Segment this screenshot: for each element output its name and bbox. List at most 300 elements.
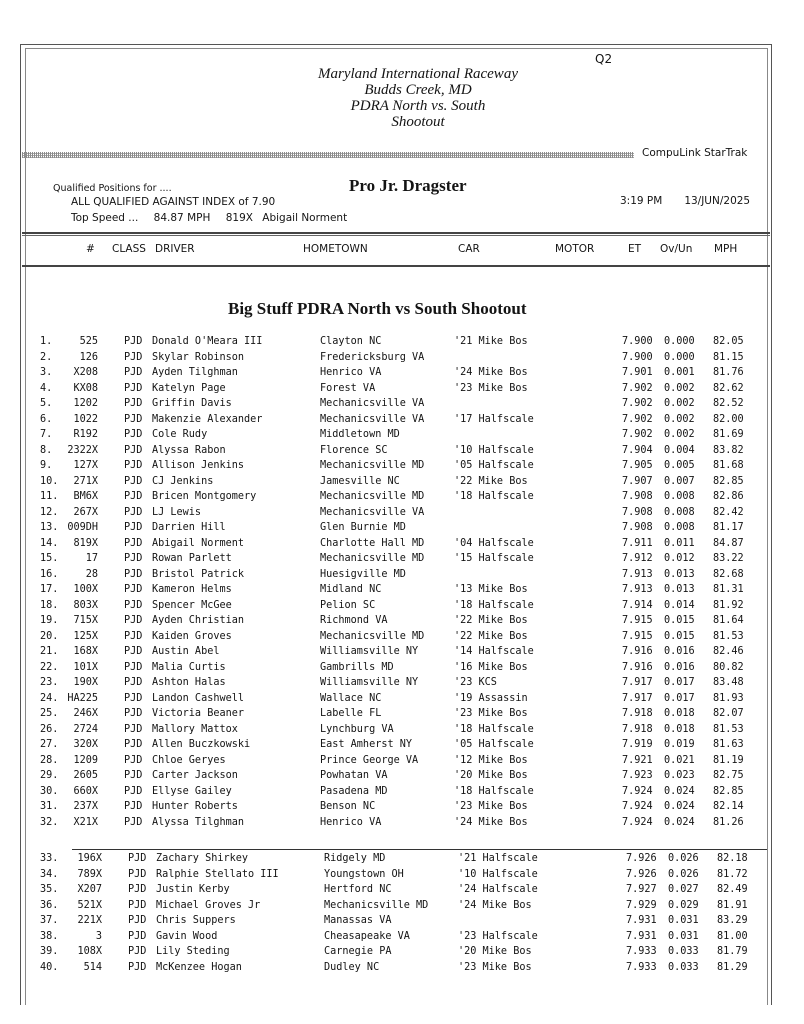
table-row xyxy=(0,427,804,442)
row-position: 31. xyxy=(40,801,59,812)
row-car-number: 1209 xyxy=(73,754,98,766)
row-car: '14 Halfscale xyxy=(454,646,534,657)
table-row xyxy=(0,913,804,928)
row-car: '24 Halfscale xyxy=(458,884,538,896)
row-over-under: 0.024 xyxy=(664,801,695,812)
row-mph: 82.52 xyxy=(713,398,744,409)
row-car-number: 125X xyxy=(73,630,98,642)
row-position: 9. xyxy=(40,460,53,471)
row-over-under: 0.019 xyxy=(664,739,695,750)
row-class: PJD xyxy=(128,899,147,911)
row-mph: 81.53 xyxy=(713,630,744,642)
row-car: '22 Mike Bos xyxy=(454,615,528,626)
row-driver: Ayden Christian xyxy=(152,615,245,626)
col-motor: MOTOR xyxy=(555,243,595,255)
row-position: 16. xyxy=(40,568,59,580)
row-over-under: 0.021 xyxy=(664,754,695,766)
row-driver: Ashton Halas xyxy=(152,677,226,688)
dotted-divider xyxy=(22,152,634,158)
header-rule-bottom xyxy=(22,265,770,267)
row-hometown: Wallace NC xyxy=(320,692,382,704)
row-over-under: 0.005 xyxy=(664,460,695,471)
row-hometown: Pasadena MD xyxy=(320,785,388,797)
row-et: 7.918 xyxy=(622,708,653,719)
row-position: 23. xyxy=(40,677,59,688)
row-over-under: 0.024 xyxy=(664,785,695,797)
row-class: PJD xyxy=(124,708,143,719)
row-over-under: 0.000 xyxy=(664,336,695,347)
row-hometown: Charlotte Hall MD xyxy=(320,537,425,549)
table-row xyxy=(0,443,804,458)
row-car: '15 Halfscale xyxy=(454,553,534,564)
row-mph: 82.75 xyxy=(713,770,744,781)
row-et: 7.902 xyxy=(622,382,653,394)
row-position: 37. xyxy=(40,915,59,927)
row-mph: 82.85 xyxy=(713,475,744,487)
row-class: PJD xyxy=(124,475,143,487)
row-class: PJD xyxy=(124,553,143,564)
table-row xyxy=(0,551,804,566)
row-class: PJD xyxy=(124,491,143,502)
row-driver: Chloe Geryes xyxy=(152,754,226,766)
row-over-under: 0.026 xyxy=(668,868,699,880)
row-class: PJD xyxy=(124,522,143,533)
row-et: 7.923 xyxy=(622,770,653,781)
row-et: 7.911 xyxy=(622,537,653,549)
row-hometown: Fredericksburg VA xyxy=(320,351,425,363)
row-car: '21 Mike Bos xyxy=(454,336,528,347)
row-class: PJD xyxy=(124,661,143,673)
row-over-under: 0.008 xyxy=(664,522,695,533)
row-et: 7.916 xyxy=(622,661,653,673)
row-et: 7.907 xyxy=(622,475,653,487)
row-car: '18 Halfscale xyxy=(454,723,534,735)
row-car-number: 009DH xyxy=(67,522,98,533)
row-hometown: Carnegie PA xyxy=(324,946,392,958)
table-row xyxy=(0,706,804,721)
row-car-number: 2605 xyxy=(73,770,98,781)
table-row xyxy=(0,567,804,582)
row-driver: Bricen Montgomery xyxy=(152,491,257,502)
row-over-under: 0.008 xyxy=(664,491,695,502)
row-car-number: 660X xyxy=(73,785,98,797)
row-over-under: 0.023 xyxy=(664,770,695,781)
row-car-number: 126 xyxy=(79,351,98,363)
row-et: 7.924 xyxy=(622,785,653,797)
row-et: 7.924 xyxy=(622,816,653,828)
row-mph: 84.87 xyxy=(713,537,744,549)
row-car-number: 320X xyxy=(73,739,98,750)
row-class: PJD xyxy=(128,930,147,942)
row-class: PJD xyxy=(124,413,143,425)
row-car: '22 Mike Bos xyxy=(454,630,528,642)
row-car-number: 196X xyxy=(77,853,102,864)
row-class: PJD xyxy=(124,801,143,812)
row-driver: Malia Curtis xyxy=(152,661,226,673)
row-class: PJD xyxy=(124,537,143,549)
row-mph: 81.93 xyxy=(713,692,744,704)
row-driver: Cole Rudy xyxy=(152,429,208,440)
row-driver: Bristol Patrick xyxy=(152,568,245,580)
row-mph: 82.05 xyxy=(713,336,744,347)
row-car-number: 1202 xyxy=(73,398,98,409)
row-car-number: 101X xyxy=(73,661,98,673)
row-over-under: 0.014 xyxy=(664,599,695,611)
row-car: '23 Mike Bos xyxy=(454,708,528,719)
row-car: '19 Assassin xyxy=(454,692,528,704)
row-hometown: Mechanicsville MD xyxy=(320,553,425,564)
row-mph: 81.79 xyxy=(717,946,748,958)
row-class: PJD xyxy=(124,336,143,347)
row-car: '23 Mike Bos xyxy=(458,961,532,973)
row-car-number: 17 xyxy=(85,553,98,564)
table-row xyxy=(0,505,804,520)
row-et: 7.916 xyxy=(622,646,653,657)
row-driver: Justin Kerby xyxy=(156,884,230,896)
col-driver: DRIVER xyxy=(155,243,195,255)
table-row xyxy=(0,536,804,551)
row-hometown: Manassas VA xyxy=(324,915,392,927)
row-hometown: Ridgely MD xyxy=(324,853,386,864)
row-class: PJD xyxy=(124,568,143,580)
row-class: PJD xyxy=(124,429,143,440)
row-mph: 82.42 xyxy=(713,506,744,518)
row-mph: 81.69 xyxy=(713,429,744,440)
row-class: PJD xyxy=(128,884,147,896)
row-over-under: 0.026 xyxy=(668,853,699,864)
row-et: 7.913 xyxy=(622,584,653,595)
row-driver: Ellyse Gailey xyxy=(152,785,232,797)
row-et: 7.918 xyxy=(622,723,653,735)
row-hometown: Hertford NC xyxy=(324,884,392,896)
row-position: 22. xyxy=(40,661,59,673)
row-car-number: 127X xyxy=(73,460,98,471)
row-position: 5. xyxy=(40,398,53,409)
track-header xyxy=(263,66,573,130)
row-position: 18. xyxy=(40,599,59,611)
track-name: Maryland International Raceway xyxy=(318,66,518,82)
row-class: PJD xyxy=(124,754,143,766)
row-over-under: 0.017 xyxy=(664,692,695,704)
row-over-under: 0.002 xyxy=(664,398,695,409)
row-et: 7.902 xyxy=(622,398,653,409)
row-car: '13 Mike Bos xyxy=(454,584,528,595)
row-over-under: 0.008 xyxy=(664,506,695,518)
row-mph: 81.63 xyxy=(713,739,744,750)
row-hometown: Benson NC xyxy=(320,801,376,812)
table-row xyxy=(0,489,804,504)
row-class: PJD xyxy=(124,692,143,704)
row-position: 32. xyxy=(40,816,59,828)
row-hometown: Labelle FL xyxy=(320,708,382,719)
row-et: 7.904 xyxy=(622,444,653,456)
row-car-number: X21X xyxy=(73,816,98,828)
row-hometown: Williamsville NY xyxy=(320,677,419,688)
row-et: 7.933 xyxy=(626,961,657,973)
table-row xyxy=(0,660,804,675)
row-over-under: 0.001 xyxy=(664,367,695,378)
row-hometown: Henrico VA xyxy=(320,367,382,378)
table-row xyxy=(0,613,804,628)
row-driver: Austin Abel xyxy=(152,646,220,657)
col-hometown: HOMETOWN xyxy=(303,243,368,255)
row-car: '23 Mike Bos xyxy=(454,801,528,812)
row-class: PJD xyxy=(128,915,147,927)
row-position: 24. xyxy=(40,692,59,704)
row-mph: 81.64 xyxy=(713,615,744,626)
row-car: '16 Mike Bos xyxy=(454,661,528,673)
row-driver: Alyssa Rabon xyxy=(152,444,226,456)
table-row xyxy=(0,768,804,783)
row-driver: Hunter Roberts xyxy=(152,801,238,812)
row-driver: McKenzee Hogan xyxy=(156,961,242,973)
row-mph: 83.29 xyxy=(717,915,748,927)
row-position: 1. xyxy=(40,336,53,347)
row-over-under: 0.007 xyxy=(664,475,695,487)
row-car-number: X207 xyxy=(77,884,102,896)
row-et: 7.917 xyxy=(622,692,653,704)
table-row xyxy=(0,458,804,473)
timing-system-label: CompuLink StarTrak xyxy=(642,147,748,159)
table-row xyxy=(0,629,804,644)
row-car-number: 521X xyxy=(77,899,102,911)
row-et: 7.929 xyxy=(626,899,657,911)
row-driver: Kaiden Groves xyxy=(152,630,232,642)
row-hometown: Huesigville MD xyxy=(320,568,406,580)
table-row xyxy=(0,867,804,882)
row-position: 3. xyxy=(40,367,53,378)
row-over-under: 0.002 xyxy=(664,413,695,425)
row-car-number: BM6X xyxy=(73,491,98,502)
header-rule-top-thin xyxy=(22,235,770,236)
row-over-under: 0.031 xyxy=(668,930,699,942)
row-car-number: 246X xyxy=(73,708,98,719)
row-driver: Carter Jackson xyxy=(152,770,238,781)
row-car-number: 190X xyxy=(73,677,98,688)
row-over-under: 0.033 xyxy=(668,961,699,973)
table-row xyxy=(0,960,804,975)
row-car: '05 Halfscale xyxy=(454,739,534,750)
row-car: '10 Halfscale xyxy=(454,444,534,456)
row-driver: Gavin Wood xyxy=(156,930,218,942)
row-class: PJD xyxy=(124,444,143,456)
row-driver: Chris Suppers xyxy=(156,915,236,927)
row-car-number: 819X xyxy=(73,537,98,549)
row-position: 14. xyxy=(40,537,59,549)
timestamp xyxy=(620,195,750,207)
table-row xyxy=(0,474,804,489)
row-position: 4. xyxy=(40,382,53,394)
table-row xyxy=(0,929,804,944)
row-over-under: 0.031 xyxy=(668,915,699,927)
qualified-positions-label: Qualified Positions for .... xyxy=(53,183,172,194)
row-car-number: 803X xyxy=(73,599,98,611)
row-mph: 81.15 xyxy=(713,351,744,363)
row-class: PJD xyxy=(124,677,143,688)
row-class: PJD xyxy=(124,584,143,595)
row-mph: 83.22 xyxy=(713,553,744,564)
row-hometown: Mechanicsville VA xyxy=(320,398,425,409)
row-mph: 82.00 xyxy=(713,413,744,425)
col-mph: MPH xyxy=(714,243,738,255)
row-mph: 81.92 xyxy=(713,599,744,611)
row-over-under: 0.018 xyxy=(664,708,695,719)
row-mph: 82.46 xyxy=(713,646,744,657)
row-position: 25. xyxy=(40,708,59,719)
row-et: 7.900 xyxy=(622,351,653,363)
row-car: '24 Mike Bos xyxy=(454,367,528,378)
event-title: Big Stuff PDRA North vs South Shootout xyxy=(228,299,527,318)
row-car-number: R192 xyxy=(73,429,98,440)
row-position: 40. xyxy=(40,961,59,973)
row-over-under: 0.016 xyxy=(664,646,695,657)
row-driver: Skylar Robinson xyxy=(152,351,245,363)
row-car-number: 715X xyxy=(73,615,98,626)
row-hometown: Mechanicsville MD xyxy=(320,460,425,471)
row-class: PJD xyxy=(124,770,143,781)
row-hometown: Glen Burnie MD xyxy=(320,522,406,533)
row-mph: 81.26 xyxy=(713,816,744,828)
row-hometown: Middletown MD xyxy=(320,429,400,440)
row-car: '23 KCS xyxy=(454,677,497,688)
row-driver: LJ Lewis xyxy=(152,506,202,518)
row-et: 7.900 xyxy=(622,336,653,347)
row-driver: CJ Jenkins xyxy=(152,475,214,487)
row-driver: Lily Steding xyxy=(156,946,230,958)
row-car: '18 Halfscale xyxy=(454,785,534,797)
row-car-number: 168X xyxy=(73,646,98,657)
row-position: 21. xyxy=(40,646,59,657)
row-et: 7.905 xyxy=(622,460,653,471)
row-hometown: Youngstown OH xyxy=(324,868,404,880)
table-row xyxy=(0,882,804,897)
row-class: PJD xyxy=(128,868,147,880)
table-row xyxy=(0,412,804,427)
row-hometown: Mechanicsville MD xyxy=(324,899,429,911)
row-mph: 80.82 xyxy=(713,661,744,673)
row-et: 7.902 xyxy=(622,413,653,425)
table-row xyxy=(0,582,804,597)
row-car: '23 Mike Bos xyxy=(454,382,528,394)
row-over-under: 0.033 xyxy=(668,946,699,958)
row-driver: Allison Jenkins xyxy=(152,460,245,471)
row-et: 7.915 xyxy=(622,615,653,626)
row-et: 7.908 xyxy=(622,506,653,518)
row-class: PJD xyxy=(124,816,143,828)
row-position: 33. xyxy=(40,853,59,864)
row-position: 26. xyxy=(40,723,59,735)
row-over-under: 0.018 xyxy=(664,723,695,735)
row-class: PJD xyxy=(128,961,147,973)
row-position: 17. xyxy=(40,584,59,595)
row-car-number: 267X xyxy=(73,506,98,518)
row-car: '24 Mike Bos xyxy=(458,899,532,911)
row-class: PJD xyxy=(128,946,147,958)
row-car: '18 Halfscale xyxy=(454,491,534,502)
row-car: '05 Halfscale xyxy=(454,460,534,471)
row-driver: Mallory Mattox xyxy=(152,723,238,735)
row-car-number: 100X xyxy=(73,584,98,595)
header-rule-top xyxy=(22,232,770,234)
row-car: '23 Halfscale xyxy=(458,930,538,942)
row-mph: 82.68 xyxy=(713,568,744,580)
table-row xyxy=(0,365,804,380)
row-driver: Michael Groves Jr xyxy=(156,899,261,911)
row-hometown: Jamesville NC xyxy=(320,475,400,487)
table-row xyxy=(0,851,804,866)
row-et: 7.913 xyxy=(622,568,653,580)
row-et: 7.931 xyxy=(626,915,657,927)
row-hometown: Florence SC xyxy=(320,444,388,456)
top-speed-line xyxy=(71,212,359,224)
qualifying-cutoff-line xyxy=(72,849,767,850)
row-et: 7.927 xyxy=(626,884,657,896)
table-row xyxy=(0,799,804,814)
row-car-number: 108X xyxy=(77,946,102,958)
row-class: PJD xyxy=(124,630,143,642)
row-hometown: Cheasapeake VA xyxy=(324,930,410,942)
row-et: 7.921 xyxy=(622,754,653,766)
row-driver: Zachary Shirkey xyxy=(156,853,249,864)
row-car: '20 Mike Bos xyxy=(458,946,532,958)
row-hometown: Mechanicsville VA xyxy=(320,413,425,425)
row-hometown: Midland NC xyxy=(320,584,382,595)
row-class: PJD xyxy=(124,723,143,735)
row-car-number: 221X xyxy=(77,915,102,927)
row-hometown: Pelion SC xyxy=(320,599,376,611)
row-car-number: 28 xyxy=(85,568,98,580)
row-car: '12 Mike Bos xyxy=(454,754,528,766)
table-row xyxy=(0,753,804,768)
row-over-under: 0.015 xyxy=(664,615,695,626)
row-over-under: 0.013 xyxy=(664,568,695,580)
row-position: 39. xyxy=(40,946,59,958)
table-row xyxy=(0,396,804,411)
row-position: 12. xyxy=(40,506,59,518)
row-driver: Spencer McGee xyxy=(152,599,232,611)
row-et: 7.926 xyxy=(626,868,657,880)
row-over-under: 0.016 xyxy=(664,661,695,673)
row-driver: Kameron Helms xyxy=(152,584,232,595)
table-row xyxy=(0,691,804,706)
row-car: '21 Halfscale xyxy=(458,853,538,864)
table-row xyxy=(0,815,804,830)
row-car-number: 2724 xyxy=(73,723,98,735)
row-hometown: Mechanicsville VA xyxy=(320,506,425,518)
row-mph: 81.76 xyxy=(713,367,744,378)
row-et: 7.919 xyxy=(622,739,653,750)
row-driver: Allen Buczkowski xyxy=(152,739,251,750)
date: 13/JUN/2025 xyxy=(684,195,751,207)
row-mph: 81.68 xyxy=(713,460,744,471)
row-over-under: 0.011 xyxy=(664,537,695,549)
row-driver: Makenzie Alexander xyxy=(152,413,263,425)
row-class: PJD xyxy=(124,367,143,378)
col-et: ET xyxy=(628,243,642,255)
row-hometown: East Amherst NY xyxy=(320,739,413,750)
top-speed-car: 819X xyxy=(225,212,253,224)
row-over-under: 0.004 xyxy=(664,444,695,456)
row-position: 15. xyxy=(40,553,59,564)
sheet-code: Q2 xyxy=(595,52,613,66)
row-position: 28. xyxy=(40,754,59,766)
top-speed-driver: Abigail Norment xyxy=(262,212,348,224)
row-et: 7.901 xyxy=(622,367,653,378)
row-over-under: 0.012 xyxy=(664,553,695,564)
table-row xyxy=(0,944,804,959)
row-position: 20. xyxy=(40,630,59,642)
row-position: 19. xyxy=(40,615,59,626)
